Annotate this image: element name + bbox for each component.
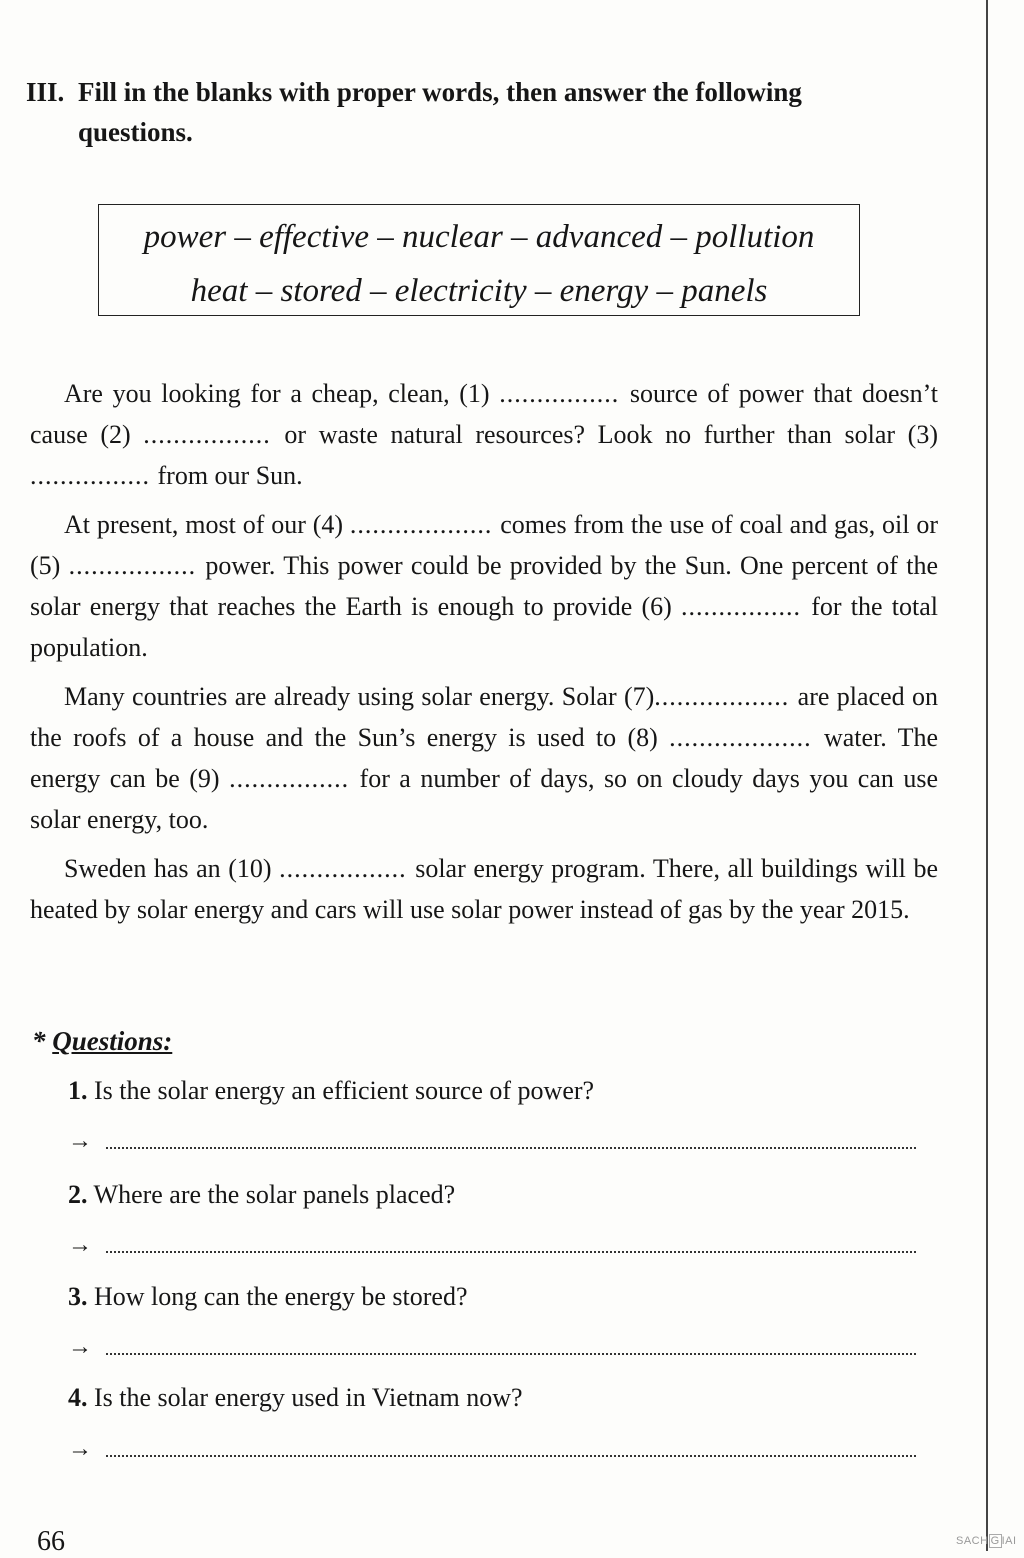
heading-line-2: questions. xyxy=(78,117,193,147)
arrow-icon: → xyxy=(68,1128,92,1154)
paragraph-text: or waste natural resources? Look no further than solar (3) xyxy=(284,420,938,449)
question-text: Where are the solar panels placed? xyxy=(93,1180,456,1209)
watermark-text: SACH xyxy=(956,1535,989,1547)
question-2 xyxy=(68,1180,455,1210)
question-number: 3. xyxy=(68,1282,88,1311)
blank-10[interactable]: ................. xyxy=(279,854,416,883)
blank-6[interactable]: ................ xyxy=(681,592,812,621)
question-3 xyxy=(68,1282,468,1312)
paragraph-text: At present, most of our (4) xyxy=(64,510,350,539)
answer-line-1[interactable] xyxy=(68,1128,916,1155)
paragraph-text: comes from the use of coal and gas, oil or (5) xyxy=(30,510,939,580)
paragraph-1 xyxy=(30,373,938,496)
question-number: 1. xyxy=(68,1076,88,1105)
answer-dotted-line[interactable] xyxy=(106,1343,916,1355)
answer-line-4[interactable] xyxy=(68,1436,916,1463)
paragraph-3 xyxy=(30,676,938,840)
arrow-icon: → xyxy=(68,1436,92,1462)
arrow-icon: → xyxy=(68,1334,92,1360)
paragraph-text: solar energy program. There, all buildings will be heated by solar energy and cars will use solar power instead of gas by the year 2015. xyxy=(30,854,938,924)
reading-passage xyxy=(30,373,938,938)
word-bank-box xyxy=(98,204,860,316)
question-number: 4. xyxy=(68,1383,88,1412)
answer-dotted-line[interactable] xyxy=(106,1241,916,1253)
question-4 xyxy=(68,1383,523,1413)
exercise-heading xyxy=(26,72,936,152)
blank-5[interactable]: ................. xyxy=(68,551,206,580)
question-text: How long can the energy be stored? xyxy=(94,1282,468,1311)
question-text: Is the solar energy an efficient source of power? xyxy=(94,1076,595,1105)
question-text: Is the solar energy used in Vietnam now? xyxy=(94,1383,523,1412)
blank-8[interactable]: ................... xyxy=(669,723,824,752)
watermark-box-letter: G xyxy=(990,1535,1000,1547)
question-number: 2. xyxy=(68,1180,88,1209)
blank-7[interactable]: .................. xyxy=(654,682,798,711)
questions-star: * xyxy=(32,1026,53,1056)
answer-dotted-line[interactable] xyxy=(106,1137,916,1149)
paragraph-text: for a number of days, so on cloudy days you can use solar energy, too. xyxy=(30,764,938,834)
exercise-number: III. xyxy=(26,77,65,107)
paragraph-2 xyxy=(30,504,938,668)
answer-line-2[interactable] xyxy=(68,1232,916,1259)
blank-2[interactable]: ................. xyxy=(143,420,285,449)
paragraph-text: from our Sun. xyxy=(157,461,303,490)
blank-9[interactable]: ................ xyxy=(229,764,360,793)
paragraph-text: are placed on the roofs of a house and the Sun’s energy is used to (8) xyxy=(30,682,938,752)
blank-3[interactable]: ................ xyxy=(30,461,158,490)
answer-line-3[interactable] xyxy=(68,1334,916,1361)
arrow-icon: → xyxy=(68,1232,92,1258)
page-number: 66 xyxy=(37,1526,65,1557)
watermark-text: IAI xyxy=(1001,1535,1017,1547)
questions-heading xyxy=(32,1026,172,1057)
paragraph-text: for the total population. xyxy=(30,592,938,662)
paragraph-text: Are you looking for a cheap, clean, (1) xyxy=(64,379,500,408)
word-bank-row-2: heat – stored – electricity – energy – panels xyxy=(190,273,768,309)
watermark-logo xyxy=(956,1535,1017,1547)
blank-4[interactable]: ................... xyxy=(349,510,501,539)
paragraph-text: source of power that doesn’t cause (2) xyxy=(30,379,939,449)
heading-line-1: Fill in the blanks with proper words, then answer the following xyxy=(78,77,802,107)
word-bank-row-1: power – effective – nuclear – advanced – pollution xyxy=(143,219,815,255)
answer-dotted-line[interactable] xyxy=(106,1445,916,1457)
paragraph-text: power. This power could be provided by the Sun. One percent of the solar energy that reaches the Earth is enough to provide (6) xyxy=(30,551,938,621)
paragraph-text: water. The energy can be (9) xyxy=(30,723,939,793)
blank-1[interactable]: ................ xyxy=(499,379,630,408)
questions-title: Questions: xyxy=(52,1026,173,1056)
paragraph-text: Sweden has an (10) xyxy=(64,854,280,883)
question-1 xyxy=(68,1076,594,1106)
page-edge-line xyxy=(986,0,988,1551)
paragraph-4 xyxy=(30,848,938,930)
paragraph-text: Many countries are already using solar energy. Solar (7) xyxy=(64,682,655,711)
